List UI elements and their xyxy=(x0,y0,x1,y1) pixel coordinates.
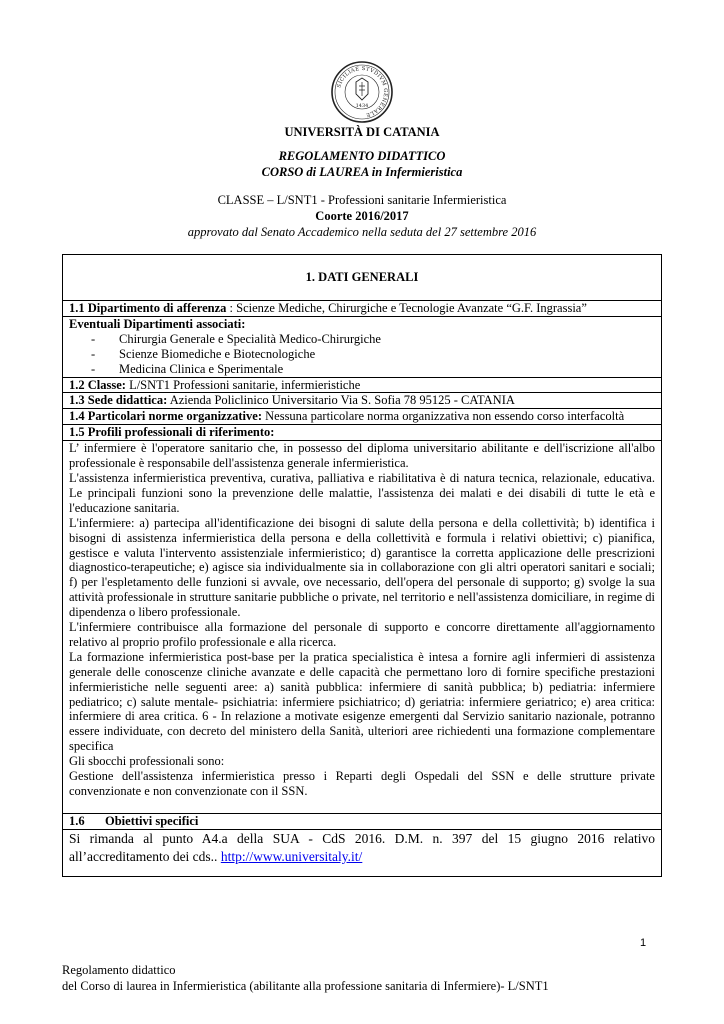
dipartimento-label: 1.1 Dipartimento di afferenza xyxy=(69,301,227,315)
norme-value: Nessuna particolare norma organizzativa non essendo corso interfacoltà xyxy=(262,409,625,424)
obiettivi-number: 1.6 xyxy=(69,813,85,828)
university-seal xyxy=(330,60,394,124)
section-title: 1. DATI GENERALI xyxy=(305,270,419,284)
row-dipartimento xyxy=(63,300,661,316)
profili-paragraph: Gestione dell'assistenza infermieristica presso i Reparti degli Ospedali del SSN e delle strutture private convenzionate e non convenzionate con il SSN. xyxy=(69,769,655,798)
page-number: 1 xyxy=(640,937,647,949)
seal-text: SICILIAE STVDIVM GENERALE xyxy=(336,65,389,118)
classe-label: 1.2 Classe: xyxy=(69,377,126,392)
sede-value: Azienda Policlinico Universitario Via S. Sofia 78 95125 - CATANIA xyxy=(167,393,515,408)
list-item: - Chirurgia Generale e Specialità Medico-Chirurgiche xyxy=(91,332,655,347)
profili-paragraph: L’ infermiere è l'operatore sanitario che, in possesso del diploma universitario abilitante e dell'iscrizione all'albo professionale è responsabile dell'assistenza generale infermieristica. xyxy=(69,441,655,471)
course-title: CORSO di LAUREA in Infermieristica xyxy=(261,165,463,179)
row-norme xyxy=(63,408,661,424)
universitaly-link[interactable]: http://www.universitaly.it/ xyxy=(220,848,363,864)
list-item: - Medicina Clinica e Sperimentale xyxy=(91,362,655,377)
footer-line-2: del Corso di laurea in Infermieristica (abilitante alla professione sanitaria di Infermiere)- L/SNT1 xyxy=(62,979,549,993)
row-obiettivi-label xyxy=(63,813,661,829)
obiettivi-label: Obiettivi specifici xyxy=(105,813,199,828)
approval-line: approvato dal Senato Accademico nella seduta del 27 settembre 2016 xyxy=(187,225,537,239)
university-name: UNIVERSITÀ DI CATANIA xyxy=(284,125,440,139)
associati-list xyxy=(69,332,655,377)
associati-label: Eventuali Dipartimenti associati: xyxy=(69,316,246,331)
classe-value: L/SNT1 Professioni sanitarie, infermieristiche xyxy=(125,377,361,392)
profili-paragraph: L'infermiere contribuisce alla formazione del personale di supporto e concorre direttamente all'aggiornamento relativo al proprio profilo professionale e alla ricerca. xyxy=(69,620,655,649)
row-profili-text xyxy=(63,440,661,813)
dipartimento-value: : Scienze Mediche, Chirurgiche e Tecnologie Avanzate “G.F. Ingrassia” xyxy=(226,301,587,315)
row-profili-label xyxy=(63,424,661,440)
list-item: - Scienze Biomediche e Biotecnologiche xyxy=(91,347,655,362)
profili-paragraph: L'assistenza infermieristica preventiva, curativa, palliativa e riabilitativa è di natura tecnica, relazionale, educativa. Le principali funzioni sono la prevenzione delle malattie, l'assistenza dei malati e dei disabili di tutte le età e l'educazione sanitaria. xyxy=(69,470,655,515)
row-classe xyxy=(63,377,661,393)
norme-label: 1.4 Particolari norme organizzative: xyxy=(69,409,262,424)
sede-label: 1.3 Sede didattica: xyxy=(69,393,168,408)
general-data-table xyxy=(62,254,662,877)
document-title: REGOLAMENTO DIDATTICO xyxy=(278,149,446,163)
obiettivi-text: Si rimanda al punto A4.a della SUA - CdS 2016. D.M. n. 397 del 15 giugno 2016 relativo all’accreditamento dei cds.. xyxy=(69,830,655,864)
profili-paragraph: L'infermiere: a) partecipa all'identificazione dei bisogni di salute della persona e della collettività; b) identifica i bisogni di assistenza infermieristica della persona e della collettività e formula i relativi obiettivi; c) pianifica, gestisce e valuta l'intervento assistenziale infermieristico; d) garantisce la corretta applicazione delle prescrizioni diagnostico-terapeutiche; e) agisce sia individualmente sia in collaborazione con gli altri operatori sanitari e sociali; f) per l'espletamento delle funzioni si avvale, ove necessario, dell'opera del personale di supporto; g) svolge la sua attività professionale in strutture sanitarie pubbliche o private, nel territorio e nell'assistenza domiciliare, in regime di dipendenza o libero professionale. xyxy=(69,515,655,620)
seal-year: 1434 xyxy=(355,103,369,109)
row-associati xyxy=(63,316,661,377)
footer-line-1: Regolamento didattico xyxy=(62,963,176,977)
row-sede xyxy=(63,392,661,408)
profili-paragraph: Gli sbocchi professionali sono: xyxy=(69,754,225,769)
row-obiettivi-text xyxy=(63,829,661,876)
cohort-line: Coorte 2016/2017 xyxy=(315,209,409,223)
profili-label: 1.5 Profili professionali di riferimento: xyxy=(69,425,275,440)
profili-paragraph: La formazione infermieristica post-base per la pratica specialistica è intesa a fornire agli infermieri di assistenza generale delle conoscenze cliniche avanzate e delle capacità che permettano loro di fornire specifiche prestazioni infermieristiche nelle seguenti aree: a) sanità pubblica: infermiere di sanità pubblica; b) pediatria: infermiere pediatrico; c) salute mentale- psichiatria: infermiere psichiatrico; d) geriatria: infermiere geriatrico; e) area critica: infermiere di area critica. 6 - In relazione a motivate esigenze emergenti dal Servizio sanitario nazionale, potranno essere individuate, con decreto del ministero della Sanità, ulteriori aree richiedenti una formazione complementare specifica xyxy=(69,649,655,754)
class-line: CLASSE – L/SNT1 - Professioni sanitarie Infermieristica xyxy=(217,193,507,207)
